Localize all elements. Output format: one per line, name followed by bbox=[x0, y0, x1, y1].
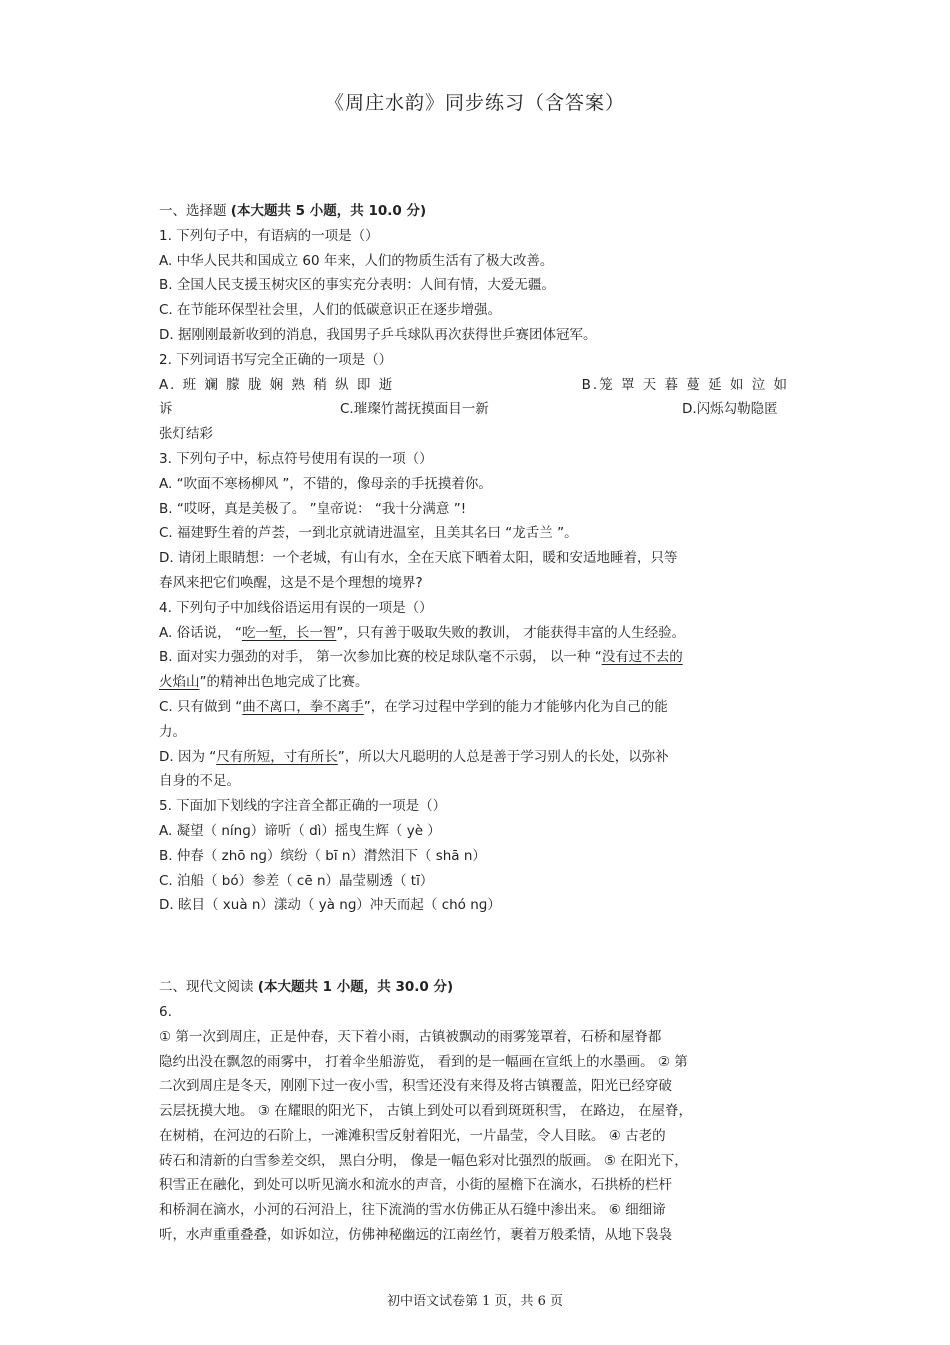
question-4-option-d-text: D. 因为 “ bbox=[159, 748, 217, 765]
question-5-option-b: B. 仲春（ zhō nɡ）缤纷（ bī n）潸然泪下（ shā n） bbox=[159, 847, 486, 864]
section-heading-choice bbox=[159, 199, 791, 224]
question-4-option-d bbox=[159, 745, 791, 770]
question-2-option-b: B.笼 罩 天 暮 蔓 延 如 泣 如 bbox=[581, 376, 789, 393]
question-4-option-b bbox=[159, 645, 791, 670]
page-title: 《周庄水韵》同步练习（含答案） bbox=[324, 92, 625, 114]
question-5-stem: 5. 下面加下划线的字注音全都正确的一项是（） bbox=[159, 798, 447, 815]
question-1-option-c: C. 在节能环保型社会里，人们的低碳意识正在逐步增强。 bbox=[159, 302, 502, 319]
section-heading-prefix: 二、现代文阅读 bbox=[159, 979, 254, 996]
question-2-option-d: D.闪烁勾勒隐匿 bbox=[682, 401, 778, 418]
exercise-content bbox=[159, 199, 791, 1248]
question-4-option-b-text: B. 面对实力强劲的对手， 第一次参加比赛的校足球队毫不示弱， 以一种 “ bbox=[159, 649, 602, 666]
question-4-option-d-cont: 自身的不足。 bbox=[159, 773, 240, 790]
reading-passage bbox=[159, 1025, 791, 1248]
passage-line: 隐约出没在飘忽的雨雾中， 打着伞坐船游览， 看到的是一幅画在宣纸上的水墨画。 ② 第 bbox=[159, 1053, 688, 1070]
section-spacer bbox=[159, 918, 791, 975]
passage-line: 在树梢，在河边的石阶上，一滩滩积雪反射着阳光，一片晶莹，令人目眩。 ④ 古老的 bbox=[159, 1127, 666, 1144]
question-4-option-a-text-end: ”，只有善于吸取失败的教训， 才能获得丰富的人生经验。 bbox=[336, 624, 686, 641]
question-3-option-c: C. 福建野生着的芦荟，一到北京就请进温室，且美其名曰 “龙舌兰 ”。 bbox=[159, 525, 578, 542]
question-4-option-a bbox=[159, 621, 791, 646]
question-4-option-c-text: C. 只有做到 “ bbox=[159, 698, 243, 715]
question-2-option-a: A. 班 斓 朦 胧 娴 熟 稍 纵 即 逝 bbox=[159, 376, 395, 393]
page-footer: 初中语文试卷第 1 页，共 6 页 bbox=[386, 1294, 564, 1309]
question-3-option-d-line2: 春风来把它们唤醒，这是不是个理想的境界? bbox=[159, 574, 423, 591]
question-5-option-d: D. 眩目（ xuà n）漾动（ yà nɡ）冲天而起（ chó nɡ） bbox=[159, 897, 501, 914]
question-4-stem: 4. 下列句子中加线俗语运用有误的一项是（） bbox=[159, 599, 433, 616]
question-3-option-a: A. “吹面不寒杨柳风 ”，不错的，像母亲的手抚摸着你。 bbox=[159, 475, 492, 492]
question-1-stem: 1. 下列句子中，有语病的一项是（） bbox=[159, 227, 379, 244]
question-5-option-c: C. 泊船（ bó）参差（ cē n）晶莹剔透（ tī） bbox=[159, 872, 434, 889]
question-4-option-b-cont bbox=[159, 670, 791, 695]
question-2-option-d-cont: 张灯结彩 bbox=[159, 426, 213, 443]
question-4-option-a-text: A. 俗话说， “ bbox=[159, 624, 242, 641]
question-1-option-d: D. 据刚刚最新收到的消息，我国男子乒乓球队再次获得世乒赛团体冠军。 bbox=[159, 326, 597, 343]
question-4-option-b-text-end: ”的精神出色地完成了比赛。 bbox=[199, 674, 369, 691]
question-5-option-a: A. 凝望（ nínɡ）谛听（ dì）摇曳生辉（ yè ） bbox=[159, 822, 441, 839]
section-heading-info: (本大题共 5 小题，共 10.0 分) bbox=[230, 203, 427, 219]
question-2-option-c: C.璀璨竹蒿抚摸面目一新 bbox=[340, 401, 489, 418]
question-3-option-b: B. “哎呀，真是美极了。 ”皇帝说： “我十分满意 ”! bbox=[159, 500, 467, 517]
question-2-option-b-cont: 诉 bbox=[159, 401, 173, 418]
question-4-option-c bbox=[159, 695, 791, 720]
passage-line: 和桥洞在滴水，小河的石河沿上，往下流淌的雪水仿佛正从石缝中渗出来。 ⑥ 细细谛 bbox=[159, 1202, 666, 1219]
question-4-option-c-underlined: 曲不离口，拳不离手 bbox=[242, 698, 364, 715]
question-4-option-d-text-end: ”，所以大凡聪明的人总是善于学习别人的长处，以弥补 bbox=[337, 748, 669, 765]
passage-line: 积雪正在融化，到处可以听见滴水和流水的声音，小街的屋檐下在滴水，石拱桥的栏杆 bbox=[159, 1177, 672, 1194]
question-2-options-row2 bbox=[159, 397, 791, 422]
section-heading-reading bbox=[159, 975, 791, 1000]
question-4-option-b-underlined: 没有过不去的 bbox=[601, 649, 683, 666]
section-heading-info: (本大题共 1 小题，共 30.0 分) bbox=[257, 979, 454, 996]
passage-line: 砖石和清新的白雪参差交织， 黑白分明， 像是一幅色彩对比强烈的版画。 ⑤ 在阳光下， bbox=[159, 1152, 688, 1169]
passage-line: 云层抚摸大地。 ③ 在耀眼的阳光下， 古镇上到处可以看到斑斑积雪， 在路边， 在屋脊， bbox=[159, 1103, 693, 1120]
question-4-option-a-underlined: 吃一堑，长一智 bbox=[241, 624, 337, 641]
question-2-options-row1 bbox=[159, 373, 791, 398]
passage-line: ① 第一次到周庄，正是仲春，天下着小雨，古镇被飘动的雨雾笼罩着，石桥和屋脊都 bbox=[159, 1028, 662, 1045]
question-4-option-d-underlined: 尺有所短，寸有所长 bbox=[216, 748, 338, 765]
passage-line: 二次到周庄是冬天，刚刚下过一夜小雪，积雪还没有来得及将古镇覆盖，阳光已经穿破 bbox=[159, 1078, 672, 1095]
question-4-option-c-text-end: ”，在学习过程中学到的能力才能够内化为自己的能 bbox=[363, 698, 668, 715]
section-heading-prefix: 一、选择题 bbox=[159, 203, 227, 219]
question-3-option-d-line1: D. 请闭上眼睛想：一个老城，有山有水，全在天底下晒着太阳，暖和安适地睡着，只等 bbox=[159, 550, 678, 567]
question-1-option-b: B. 全国人民支援玉树灾区的事实充分表明：人间有情，大爱无疆。 bbox=[159, 277, 555, 294]
question-6-number: 6. bbox=[159, 1003, 172, 1020]
question-2-stem: 2. 下列词语书写完全正确的一项是（） bbox=[159, 351, 393, 368]
question-3-stem: 3. 下列句子中，标点符号使用有误的一项（） bbox=[159, 450, 433, 467]
question-1-option-a: A. 中华人民共和国成立 60 年来，人们的物质生活有了极大改善。 bbox=[159, 252, 554, 269]
question-4-option-b-underlined-cont: 火焰山 bbox=[159, 674, 200, 691]
passage-line: 听，水声重重叠叠，如诉如泣，仿佛神秘幽远的江南丝竹，裹着万般柔情，从地下袅袅 bbox=[159, 1227, 672, 1244]
question-4-option-c-cont: 力。 bbox=[159, 723, 186, 740]
